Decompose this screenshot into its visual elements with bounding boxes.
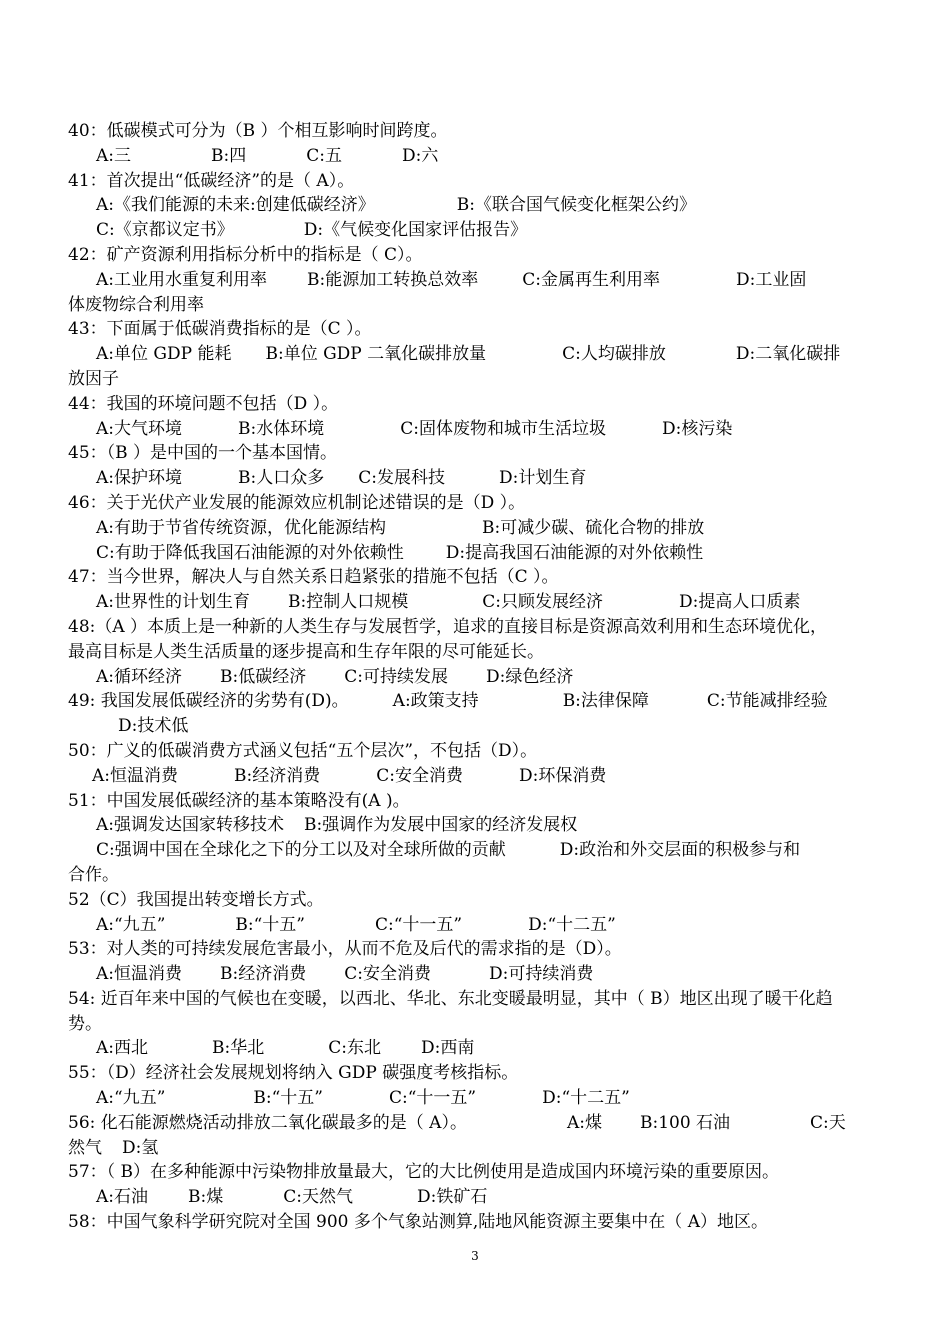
option-text: B:人口众多 <box>238 468 325 489</box>
question-text: 48:（A ）本质上是一种新的人类生存与发展哲学，追求的直接目标是资源高效利用和生态环境优化， <box>68 616 828 637</box>
option-text: C:《京都议定书》 <box>96 220 234 241</box>
question-text: 52（C）我国提出转变增长方式。 <box>68 889 324 910</box>
option-text: B:经济消费 <box>234 765 321 786</box>
question-line <box>68 1061 888 1086</box>
continuation-line <box>68 863 888 888</box>
option-text: A:煤 <box>566 1112 602 1133</box>
question-text: 58：中国气象科学研究院对全国 900 多个气象站测算,陆地风能资源主要集中在（ A）地区。 <box>68 1212 768 1233</box>
options-line <box>68 590 888 615</box>
page-number: 3 <box>471 1249 479 1263</box>
options-line <box>68 516 888 541</box>
option-text: C:安全消费 <box>376 765 463 786</box>
options-line <box>68 1036 888 1061</box>
option-text: B:“十五” <box>253 1088 323 1109</box>
option-text: A:单位 GDP 能耗 <box>96 344 232 365</box>
option-text: D:铁矿石 <box>417 1187 488 1208</box>
option-text: A:“九五” <box>96 1088 166 1109</box>
question-line <box>68 987 888 1012</box>
option-text: B:煤 <box>188 1187 224 1208</box>
question-line <box>68 392 888 417</box>
option-text: B:华北 <box>212 1038 265 1059</box>
option-text: C:人均碳排放 <box>562 344 666 365</box>
question-line <box>68 1160 888 1185</box>
options-line <box>68 665 888 690</box>
option-text: B:可减少碳、硫化合物的排放 <box>482 517 705 538</box>
option-text: 放因子 <box>68 368 119 389</box>
question-text: 46：关于光伏产业发展的能源效应机制论述错误的是（D ）。 <box>68 492 526 513</box>
option-text: B:《联合国气候变化框架公约》 <box>456 195 696 216</box>
option-text: D:西南 <box>421 1038 475 1059</box>
question-text: 43：下面属于低碳消费指标的是（C ）。 <box>68 319 372 340</box>
option-text: C:金属再生利用率 <box>522 269 660 290</box>
question-line <box>68 491 888 516</box>
option-text: A:大气环境 <box>96 418 183 439</box>
question-text: 56: 化石能源燃烧活动排放二氧化碳最多的是（ A）。 <box>68 1112 467 1133</box>
question-text: 42：矿产资源利用指标分析中的指标是（ C）。 <box>68 244 423 265</box>
option-text: A:工业用水重复利用率 <box>96 269 268 290</box>
options-line <box>68 913 888 938</box>
question-line <box>68 689 888 714</box>
option-text: C:东北 <box>328 1038 381 1059</box>
question-text: 47：当今世界，解决人与自然关系日趋紧张的措施不包括（C ）。 <box>68 567 559 588</box>
option-text: C:固体废物和城市生活垃圾 <box>400 418 606 439</box>
question-line <box>68 441 888 466</box>
option-text: C:天然气 <box>283 1187 353 1208</box>
option-text: 势。 <box>68 1013 102 1034</box>
question-line <box>68 1111 888 1136</box>
options-line <box>68 962 888 987</box>
question-text: 55：（D）经济社会发展规划将纳入 GDP 碳强度考核指标。 <box>68 1063 519 1084</box>
options-line <box>68 193 888 218</box>
continuation-line <box>68 640 888 665</box>
options-line <box>64 764 888 789</box>
question-line <box>68 565 888 590</box>
options-line <box>68 541 888 566</box>
option-text: A:石油 <box>96 1187 149 1208</box>
option-text: C:只顾发展经济 <box>482 592 603 613</box>
question-text: 54: 近百年来中国的气候也在变暖，以西北、华北、东北变暖最明显，其中（ B）地区出现了暖干化趋 <box>68 988 833 1009</box>
options-line <box>68 417 888 442</box>
question-line <box>68 739 888 764</box>
option-text: D:提高人口质素 <box>679 592 801 613</box>
option-text: D:政治和外交层面的积极参与和 <box>559 840 801 861</box>
option-text: D:核污染 <box>661 418 733 439</box>
option-text: A:恒温消费 <box>96 964 183 985</box>
option-text: A:《我们能源的未来:创建低碳经济》 <box>96 195 375 216</box>
option-text: D:“十二五” <box>542 1088 630 1109</box>
option-text: A:强调发达国家转移技术 <box>96 815 285 836</box>
question-line <box>68 789 888 814</box>
option-text: C:有助于降低我国石油能源的对外依赖性 <box>96 542 404 563</box>
question-text: 49: 我国发展低碳经济的劣势有(D)。 <box>68 691 349 712</box>
option-text: A:“九五” <box>96 914 166 935</box>
question-text: 50：广义的低碳消费方式涵义包括“五个层次”，不包括（D）。 <box>68 740 538 761</box>
options-line <box>68 342 888 367</box>
option-text: B:“十五” <box>235 914 305 935</box>
option-text: D:计划生育 <box>499 468 587 489</box>
option-text: A:世界性的计划生育 <box>96 592 251 613</box>
question-line <box>68 937 888 962</box>
question-line <box>68 243 888 268</box>
option-text: B:能源加工转换总效率 <box>307 269 479 290</box>
continuation-line <box>68 1012 888 1037</box>
option-text: D:绿色经济 <box>486 666 574 687</box>
question-text: 51：中国发展低碳经济的基本策略没有(A )。 <box>68 790 410 811</box>
option-text: D:工业固 <box>736 269 807 290</box>
options-line <box>68 268 888 293</box>
option-text: B:强调作为发展中国家的经济发展权 <box>304 815 578 836</box>
option-text: 最高目标是人类生活质量的逐步提高和生存年限的尽可能延长。 <box>68 641 544 662</box>
options-line <box>68 838 888 863</box>
option-text: A:西北 <box>96 1038 149 1059</box>
option-text: A:有助于节省传统资源，优化能源结构 <box>96 517 387 538</box>
question-line <box>68 1210 888 1235</box>
option-text: B:四 <box>211 145 247 166</box>
question-text: 40：低碳模式可分为（B ）个相互影响时间跨度。 <box>68 121 448 141</box>
option-text: D:六 <box>402 145 439 166</box>
options-line <box>68 1185 888 1210</box>
option-text: 体废物综合利用率 <box>68 294 204 315</box>
option-text: A:保护环境 <box>96 468 183 489</box>
option-text: B:单位 GDP 二氧化碳排放量 <box>265 344 487 365</box>
option-text: C:“十一五” <box>389 1088 477 1109</box>
option-text: D:氢 <box>122 1137 159 1158</box>
option-text: A:恒温消费 <box>92 765 179 786</box>
continuation-line <box>68 293 888 318</box>
option-text: D:提高我国石油能源的对外依赖性 <box>445 542 704 563</box>
question-line <box>68 119 888 144</box>
question-list <box>68 119 888 1235</box>
question-line <box>68 169 888 194</box>
option-text: B:低碳经济 <box>220 666 307 687</box>
option-text: B:控制人口规模 <box>288 592 409 613</box>
option-text: C:“十一五” <box>375 914 463 935</box>
question-line <box>68 317 888 342</box>
option-text: B:法律保障 <box>562 691 649 712</box>
option-text: A:三 <box>96 145 132 166</box>
options-line <box>68 714 888 739</box>
question-line <box>68 888 888 913</box>
option-text: C:节能减排经验 <box>706 691 828 712</box>
question-text: 45：（B ）是中国的一个基本国情。 <box>68 443 338 464</box>
option-text: 合作。 <box>68 864 119 885</box>
option-text: C:天 <box>810 1112 846 1133</box>
options-line <box>68 218 888 243</box>
option-text: D:环保消费 <box>519 765 607 786</box>
question-text: 53：对人类的可持续发展危害最小，从而不危及后代的需求指的是（D）。 <box>68 939 622 960</box>
option-text: D:二氧化碳排 <box>735 344 841 365</box>
option-text: C:安全消费 <box>344 964 431 985</box>
options-line <box>68 1086 888 1111</box>
question-line <box>68 615 888 640</box>
option-text: D:“十二五” <box>528 914 616 935</box>
option-text: D:技术低 <box>118 716 189 737</box>
continuation-line <box>68 367 888 392</box>
option-text: C:可持续发展 <box>344 666 448 687</box>
options-line <box>68 466 888 491</box>
question-text: 41：首次提出“低碳经济”的是（ A）。 <box>68 170 355 191</box>
options-line <box>68 813 888 838</box>
question-text: 44：我国的环境问题不包括（D ）。 <box>68 393 339 414</box>
option-text: D:可持续消费 <box>489 964 594 985</box>
question-text: 57：（ B）在多种能源中污染物排放量最大，它的大比例使用是造成国内环境污染的重要原因。 <box>68 1162 780 1183</box>
option-text: A:政策支持 <box>392 691 479 712</box>
option-text: 然气 <box>68 1137 102 1158</box>
option-text: C:发展科技 <box>358 468 445 489</box>
option-text: C:强调中国在全球化之下的分工以及对全球所做的贡献 <box>96 840 506 861</box>
option-text: B:水体环境 <box>238 418 325 439</box>
continuation-line <box>68 1136 888 1161</box>
options-line <box>68 144 888 169</box>
option-text: D:《气候变化国家评估报告》 <box>303 220 528 241</box>
option-text: B:100 石油 <box>639 1112 731 1133</box>
option-text: A:循环经济 <box>96 666 183 687</box>
option-text: C:五 <box>306 145 342 166</box>
option-text: B:经济消费 <box>220 964 307 985</box>
